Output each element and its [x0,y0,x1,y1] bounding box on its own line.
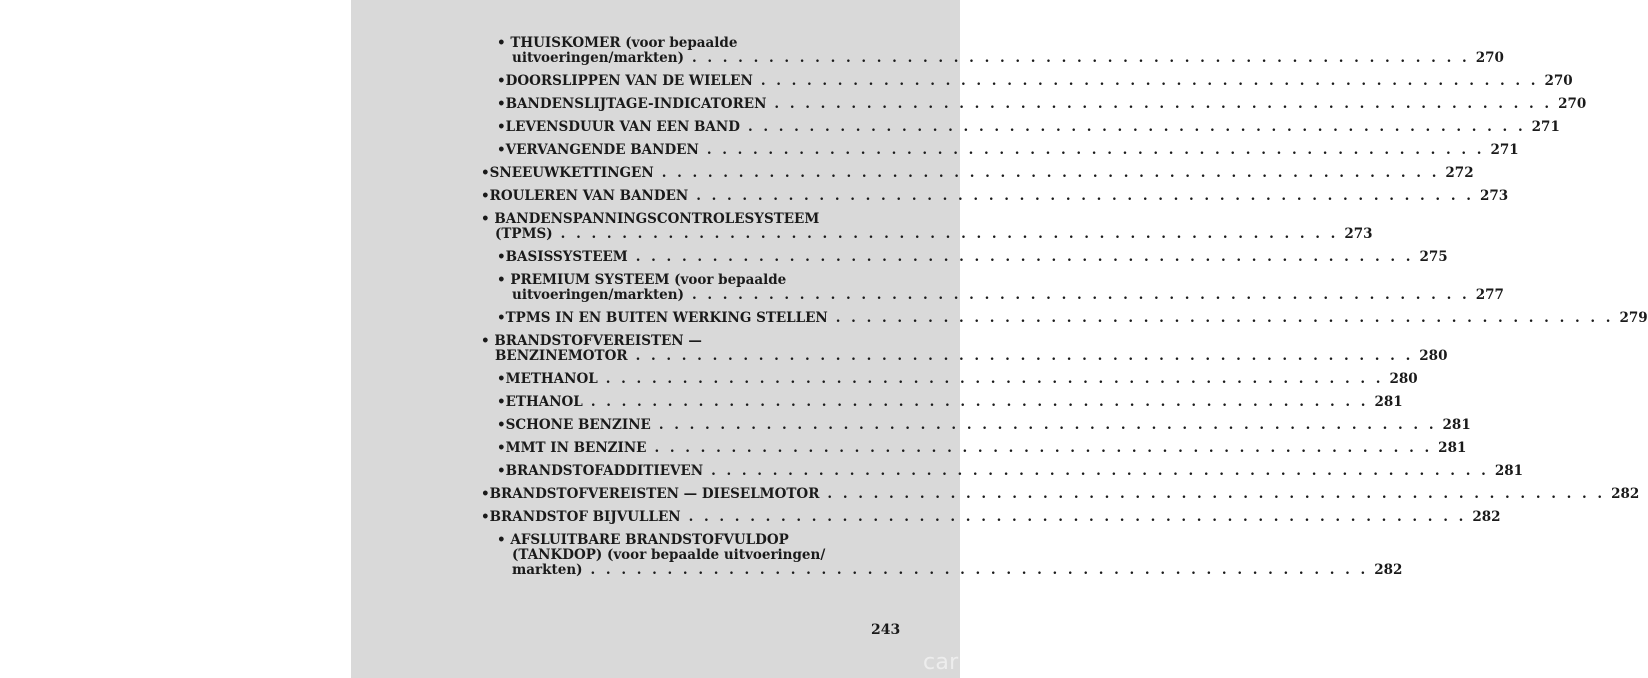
bullet-icon: • [497,532,506,548]
toc-entry[interactable] [481,509,1501,525]
toc-entry[interactable] [481,394,1403,410]
bullet-icon: • [497,142,506,158]
toc-entry-title: BRANDSTOFVEREISTEN — [494,333,702,349]
toc-entry-title: TPMS IN EN BUITEN WERKING STELLEN [505,310,828,326]
bullet-icon: • [481,509,490,525]
dot-leader [689,510,1467,525]
toc-entry-title: DOORSLIPPEN VAN DE WIELEN [505,73,753,89]
table-of-contents [481,35,1648,586]
toc-entry-title: ROULEREN VAN BANDEN [489,188,689,204]
dot-leader [711,464,1489,479]
bullet-icon: • [497,35,506,51]
dot-leader [654,441,1432,456]
dot-leader [662,166,1440,181]
toc-entry-title: SCHONE BENZINE [505,417,651,433]
toc-entry-title: LEVENSDUUR VAN EEN BAND [505,119,740,135]
bullet-icon: • [497,394,506,410]
bullet-icon: • [497,73,506,89]
toc-entry-page: 277 [1475,287,1504,303]
toc-entry[interactable] [481,371,1418,387]
toc-entry[interactable] [481,310,1648,326]
toc-entry[interactable] [481,417,1471,433]
dot-leader [636,250,1414,265]
dot-leader [707,143,1485,158]
toc-entry-page: 282 [1611,486,1640,502]
toc-entry[interactable] [481,532,1403,578]
toc-entry[interactable] [481,333,1448,364]
toc-entry-title: BRANDSTOFADDITIEVEN [505,463,704,479]
dot-leader [692,51,1470,66]
toc-entry-page: 273 [1344,226,1373,242]
bullet-icon: • [481,165,490,181]
dot-leader [636,349,1414,364]
dot-leader [561,227,1339,242]
toc-entry-title: AFSLUITBARE BRANDSTOFVULDOP [510,532,789,548]
dot-leader [761,74,1539,89]
toc-entry-title: BASISSYSTEEM [505,249,628,265]
bullet-icon: • [497,417,506,433]
toc-entry[interactable] [481,188,1509,204]
toc-entry-title: (TPMS) [495,226,553,242]
left-blank-margin [0,0,351,678]
dot-leader [591,563,1369,578]
toc-entry-title: BRANDSTOF BIJVULLEN [489,509,681,525]
toc-entry-page: 270 [1475,50,1504,66]
toc-entry[interactable] [481,211,1373,242]
toc-entry-title: uitvoeringen/markten) [512,287,684,303]
dot-leader [692,288,1470,303]
toc-entry[interactable] [481,463,1523,479]
bullet-icon: • [481,211,490,227]
toc-entry-page: 281 [1374,394,1403,410]
toc-entry[interactable] [481,119,1560,135]
toc-entry-title: markten) [512,562,583,578]
bullet-icon: • [481,333,490,349]
toc-entry-title: MMT IN BENZINE [505,440,647,456]
toc-entry[interactable] [481,142,1519,158]
toc-entry-title: THUISKOMER (voor bepaalde [510,35,738,51]
toc-entry-page: 281 [1438,440,1467,456]
toc-entry-page: 275 [1419,249,1448,265]
dot-leader [659,418,1437,433]
toc-entry-page: 271 [1490,142,1519,158]
toc-entry[interactable] [481,249,1448,265]
toc-entry-page: 280 [1419,348,1448,364]
toc-entry[interactable] [481,165,1474,181]
bullet-icon: • [481,188,490,204]
bullet-icon: • [497,272,506,288]
toc-entry-title: VERVANGENDE BANDEN [505,142,699,158]
toc-entry-page: 279 [1619,310,1648,326]
toc-entry-page: 282 [1374,562,1403,578]
toc-entry[interactable] [481,96,1587,112]
bullet-icon: • [497,119,506,135]
dot-leader [774,97,1552,112]
dot-leader [606,372,1384,387]
dot-leader [827,487,1605,502]
toc-entry-page: 272 [1445,165,1474,181]
watermark: carmanualsonline.info [923,650,1173,675]
toc-entry-title: BANDENSPANNINGSCONTROLESYSTEEM [494,211,820,227]
toc-entry[interactable] [481,486,1640,502]
toc-entry-title: SNEEUWKETTINGEN [489,165,654,181]
toc-entry-page: 273 [1479,188,1509,204]
dot-leader [836,311,1614,326]
bullet-icon: • [481,486,490,502]
toc-entry-page: 271 [1531,119,1560,135]
page-number: 243 [871,622,901,638]
toc-entry-page: 282 [1472,509,1501,525]
toc-entry-page: 281 [1442,417,1471,433]
toc-entry[interactable] [481,35,1504,66]
bullet-icon: • [497,96,506,112]
toc-entry-title: ETHANOL [505,394,583,410]
toc-entry-title: BENZINEMOTOR [495,348,628,364]
toc-entry-title: BANDENSLIJTAGE-INDICATOREN [505,96,767,112]
toc-entry-title: PREMIUM SYSTEEM (voor bepaalde [510,272,787,288]
bullet-icon: • [497,463,506,479]
bullet-icon: • [497,310,506,326]
toc-entry-title: (TANKDOP) (voor bepaalde uitvoeringen/ [512,547,826,563]
toc-entry[interactable] [481,272,1504,303]
toc-entry-page: 270 [1558,96,1587,112]
toc-entry-title: METHANOL [505,371,598,387]
bullet-icon: • [497,440,506,456]
toc-entry-page: 270 [1544,73,1573,89]
toc-entry-title: BRANDSTOFVEREISTEN — DIESELMOTOR [489,486,820,502]
bullet-icon: • [497,371,506,387]
dot-leader [696,189,1474,204]
dot-leader [591,395,1369,410]
manual-page [351,0,1648,678]
toc-entry[interactable] [481,73,1573,89]
bullet-icon: • [497,249,506,265]
toc-entry[interactable] [481,440,1467,456]
toc-entry-page: 281 [1494,463,1523,479]
toc-entry-page: 280 [1389,371,1418,387]
toc-entry-title: uitvoeringen/markten) [512,50,684,66]
dot-leader [748,120,1526,135]
